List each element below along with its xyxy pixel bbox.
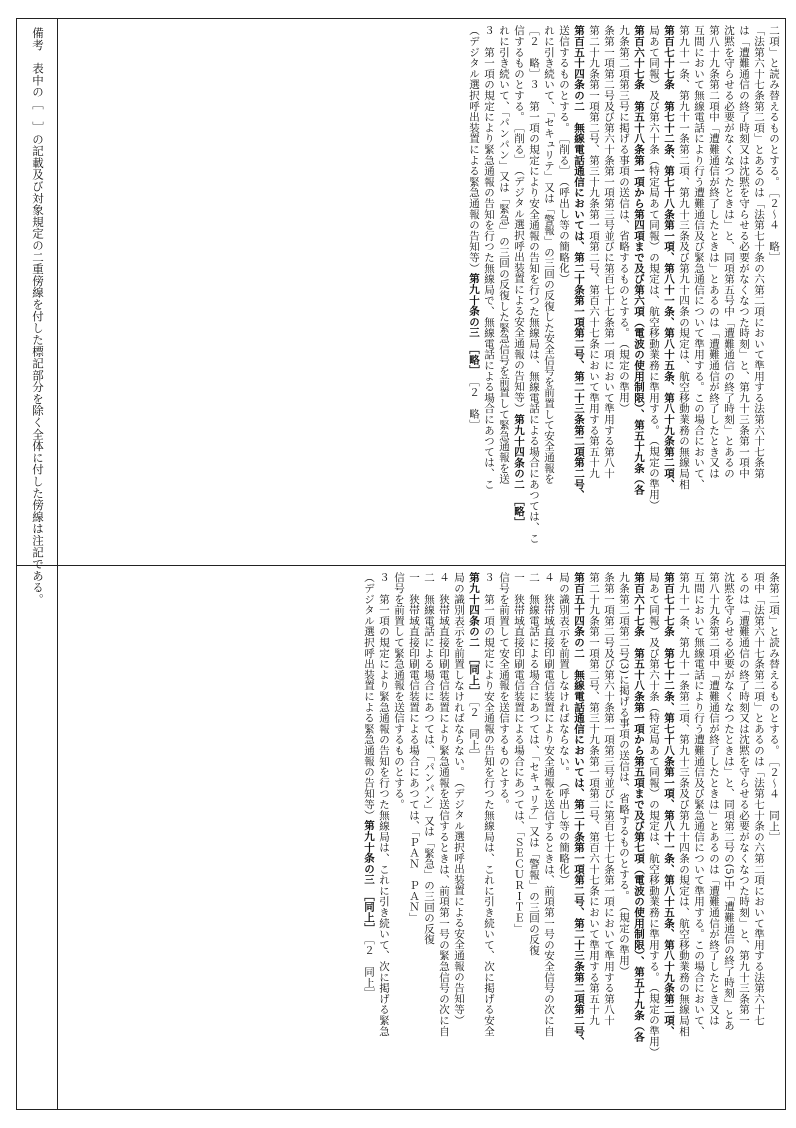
text-line: 項中「法第六十七条第二項」とあるのは「法第七十条の六第二項において準用する法第六十七 [753,572,765,1026]
text-line: （規定の準用） [648,982,660,1059]
text-line: は「遭難通信の終了時刻又は沈黙を守らせる必要がなくなつた時刻」と、第九十三条第一項中 [738,25,750,479]
text-line: 信するものとする。 [513,25,525,123]
text-line: 条第二項」と読み替えるものとする。 [768,572,780,756]
text-line: 第二十九条第一項第二号、第三十九条第一項第二号、第百六十七条において準用する第五十九 [588,25,600,479]
text-line: 二 無線電話による場合にあつては、「セキュリテ」又は「警報」の三回の反復 [528,572,540,956]
text-line: ［２ 同上］ [363,933,375,999]
comparison-table [16,18,786,1110]
text-line: （規定の準用） [618,338,630,414]
text-line: 二 無線電話による場合にあつては、「パンパン」又は「緊急」の三回の反復 [423,572,435,945]
text-line: ４ 狭帯域直接印刷電信装置により安全通報を送信するときは、前項第一号の安全信号の次に自 [543,572,555,1037]
text-line: ［削る］ [513,122,525,166]
remarks-text: 備考 表中の［ ］の記載及び対象規定の二重傍線を付した標記部分を除く全体に付した傍線は注記である。 [31,27,45,606]
text-line: 第九十四条の二 ［同上］ [468,572,480,697]
text-line: 局あて同報）及び第六十条（特定局あて同報）の規定は、航空移動業務に準用する。 [648,572,660,983]
current-text-panel [61,572,781,1106]
text-line: 信号を前置して安全通報を送信するものとする。 [498,572,510,810]
text-line: ［２ 略］ [468,376,480,431]
text-line: ［２～４ 同上］ [768,755,780,843]
text-line: 第八十九条第二項中「遭難通信が終了したときは」とあるのは「遭難通信が終了したとき又は [708,572,720,1026]
text-line: ［２～４ 略］ [768,187,780,263]
text-line: ３ 第一項の規定により緊急通報の告知を行つた無線局で、無線電話による場合にあつては、こ [483,25,495,490]
text-line: （デジタル選択呼出装置による緊急通報の告知等） [468,25,480,274]
remarks-cell [17,19,57,1109]
text-line: 第百五十四条の二 無線電話通信においては、第二十条第一項第二号、第二十三条第二項第二号、 [573,25,585,501]
text-line: 局の識別表示を前置しなければならない。 [453,572,465,778]
revised-text-panel [61,25,781,561]
text-line: 一 狭帯域直接印刷電信装置による場合にあつては、「ＳＥＣＵＲＩＴＥ」 [513,572,525,934]
text-line: （デジタル選択呼出装置による安全通報の告知等） [513,165,525,414]
text-line: 第百五十四条の二 無線電話通信においては、第二十条第一項第二号、第二十三条第二項第二号、 [573,572,585,1048]
text-line: 条第一項第二号及び第六十条第一項第三号並びに第百七十七条第一項において準用する第八十 [603,25,615,479]
text-line: 第百六十七条 第五十八条第一項から第四項まで及び第六項（電波の使用制限）、第五十九条（各 [633,25,645,495]
text-line: ４ 狭帯域直接印刷電信装置により緊急通報を送信するときは、前項第一号の緊急信号の次に自 [438,572,450,1037]
text-line: 九条第二項第三号に掲げる事項の送信は、省略するものとする。 [618,25,630,339]
text-line: ３ 第一項の規定により安全通報の告知を行つた無線局は、これに引き続いて、次に掲げる安全 [483,572,495,1037]
text-line: ［２ 略］ [528,25,540,79]
text-line: 第九十一条、第九十一条第二項、第九十三条及び第九十四条の規定は、航空移動業務の無線局相 [678,572,690,1037]
text-line: 第二十九条第一項第二号、第三十九条第一項第二号、第百六十七条において準用する第五十九 [588,572,600,1026]
text-line: 第九十条の三 ［同上］ [363,820,375,934]
text-line: れに引き続いて、「セキュリテ」又は「警報」の三回の反復した安全信号を前置して安全通報を [543,25,555,485]
text-line: ［削る］ [558,133,570,177]
text-line: 条第一項第二号及び第六十条第一項第三号並びに第百七十七条第一項において準用する第八十 [603,572,615,1026]
text-line: ３ 第一項の規定により安全通報の告知を行つた無線局は、無線電話による場合にあつては、こ [528,79,540,544]
text-line: 「法第六十七条第二項」とあるのは「法第七十条の六第二項において準用する法第六十七条第 [753,25,765,479]
text-line: 二項」と読み替えるものとする。 [768,25,780,187]
text-line: れに引き続いて、「パンパン」又は「緊急」の三回の反復した緊急信号を前置して緊急通報を送 [498,25,510,485]
text-line: 九条第二項第二号(3)に掲げる事項の送信は、省略するものとする。 [618,572,630,901]
text-line: 第百六十七条 第五十八条第一項から第五項まで及び第七項（電波の使用制限）、第五十九条（各 [633,572,645,1042]
text-line: 第八十九条第二項中「遭難通信が終了したときは」とあるのは「遭難通信が終了したとき又は [708,25,720,479]
note-divider [57,19,58,1109]
text-line: 沈黙を守らせる必要がなくなつたときは」と、同項第二号の(5)中「遭難通信の終了時刻」とあ [723,572,735,1031]
text-line: 互間において無線電話により行う遭難通信及び緊急通信について準用する。この場合において、 [693,572,705,1037]
text-line: るのは「遭難通信の終了時刻又は沈黙を守らせる必要がなくなつた時刻」と、第九十三条第一 [738,572,750,1026]
text-line: 第九十一条、第九十一条第二項、第九十三条及び第九十四条の規定は、航空移動業務の無線局相 [678,25,690,490]
text-line: 信号を前置して緊急通報を送信するものとする。 [393,572,405,810]
text-line: 第九十条の三 ［略］ [468,273,480,377]
row-divider [17,565,785,566]
text-line: （規定の準用） [648,435,660,512]
text-line: 第九十四条の二 ［略］ [513,413,525,528]
text-line: 局あて同報）及び第六十条（特定局あて同報）の規定は、航空移動業務に準用する。 [648,25,660,436]
text-line: 一 狭帯域直接印刷電信装置による場合にあつては、「ＰＡＮ ＰＡＮ」 [408,572,420,924]
text-line: （規定の準用） [618,900,630,977]
text-line: 第百七十七条 第七十二条、第七十八条第一項、第八十一条、第八十五条、第八十九条第二項、 [663,25,675,490]
text-line: 沈黙を守らせる必要がなくなつたときは」と、同項第五号中「遭難通信の終了時刻」とあるの [723,25,735,479]
text-line: 互間において無線電話により行う遭難通信及び緊急通信について準用する。この場合において、 [693,25,705,490]
text-line: 第百七十七条 第七十二条、第七十八条第一項、第八十一条、第八十五条、第八十九条第二項、 [663,572,675,1037]
text-line: ［２ 同上］ [468,696,480,762]
text-line: ３ 第一項の規定により緊急通報の告知を行つた無線局は、これに引き続いて、次に掲げる緊急 [378,572,390,1037]
text-line: （デジタル選択呼出装置による緊急通報の告知等） [363,572,375,821]
text-line: （デジタル選択呼出装置による安全通報の告知等） [453,777,465,1026]
text-line: 局の識別表示を前置しなければならない。 [558,572,570,778]
text-line: （呼出し等の簡略化） [558,176,570,285]
text-line: （呼出し等の簡略化） [558,777,570,886]
text-line: 送信するものとする。 [558,25,570,133]
